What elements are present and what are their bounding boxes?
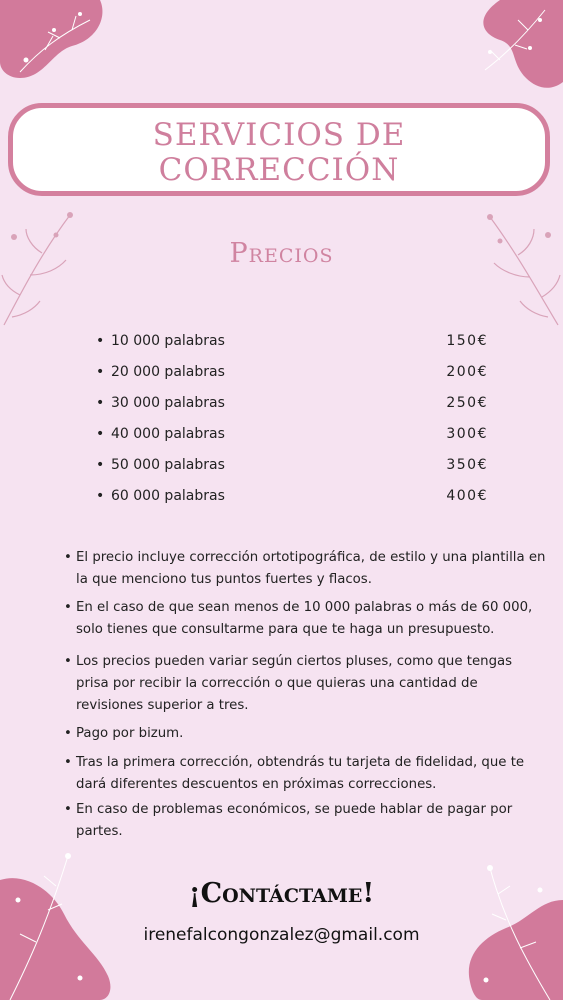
bullet: • [64,550,72,565]
condition-item [64,723,548,745]
condition-text: Tras la primera corrección, obtendrás tu tarjeta de fidelidad, que te dará diferentes descuentos en próximas correcciones. [76,755,525,792]
price-row [96,423,488,454]
bullet: • [96,364,105,380]
bullet: • [96,488,105,504]
conditions-list [64,547,548,843]
price-label: 10 000 palabras [111,333,225,349]
condition-item [64,799,548,843]
bullet: • [96,426,105,442]
condition-text: En el caso de que sean menos de 10 000 palabras o más de 60 000, solo tienes que consultarme para que te haga un presupuesto. [76,600,533,637]
price-label: 60 000 palabras [111,488,225,504]
price-row [96,485,488,516]
price-label: 40 000 palabras [111,426,225,442]
bullet: • [96,395,105,411]
price-row [96,361,488,392]
decor-blob-top-right [470,0,563,92]
price-row [96,330,488,361]
bullet: • [96,333,105,349]
page-title: SERVICIOS DE CORRECCIÓN [152,117,406,188]
condition-text: En caso de problemas económicos, se puede hablar de pagar por partes. [76,802,513,839]
condition-item [64,597,548,641]
bullet: • [64,802,72,817]
condition-item [64,651,548,717]
decor-blob-top-left [0,0,110,80]
bullet: • [64,654,72,669]
condition-item [64,752,548,796]
contact-email[interactable]: irenefalcongonzalez@gmail.com [143,925,420,945]
bullet: • [96,457,105,473]
price-value: 200€ [446,364,488,380]
price-value: 300€ [446,426,488,442]
price-label: 20 000 palabras [111,364,225,380]
price-row [96,392,488,423]
price-list [96,330,488,516]
condition-text: Pago por bizum. [76,726,184,741]
price-value: 350€ [446,457,488,473]
prices-heading: Precios [229,238,334,269]
price-value: 150€ [446,333,488,349]
price-value: 400€ [446,488,488,504]
condition-text: El precio incluye corrección ortotipográfica, de estilo y una plantilla en la que menciono tus puntos fuertes y flacos. [76,550,546,587]
contact-heading: ¡Contáctame! [188,878,375,909]
price-label: 50 000 palabras [111,457,225,473]
price-value: 250€ [446,395,488,411]
price-row [96,454,488,485]
condition-item [64,547,548,591]
title-card [8,103,550,196]
condition-text: Los precios pueden variar según ciertos pluses, como que tengas prisa por recibir la corrección o que quieras una cantidad de revisiones superior a tres. [76,654,513,713]
bullet: • [64,755,72,770]
bullet: • [64,726,72,741]
bullet: • [64,600,72,615]
price-label: 30 000 palabras [111,395,225,411]
